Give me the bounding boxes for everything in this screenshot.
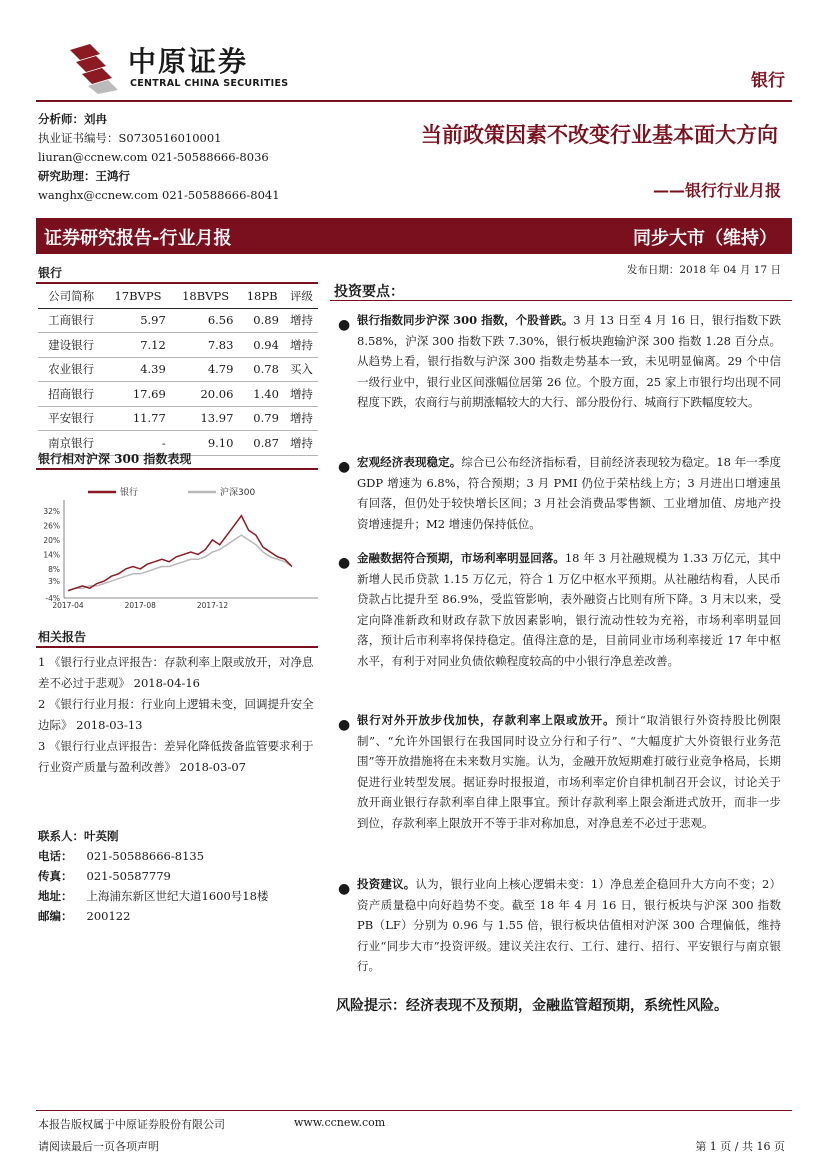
related-section-title: 相关报告 [38, 630, 87, 644]
assistant-contact: wanghx@ccnew.com 021-50588666-8041 [38, 188, 280, 202]
col-header: 17BVPS [114, 288, 162, 303]
point-lead: 银行指数同步沪深 300 指数，个股普跌。 [357, 313, 574, 327]
contact-address-row [38, 886, 268, 906]
chart-section-title: 银行相对沪深 300 指数表现 [38, 452, 192, 466]
related-report-item: 1 《银行行业点评报告：存款利率上限或放开，对净息差不必过于悲观》 2018-04-16 [38, 655, 314, 690]
summary-point [357, 548, 781, 672]
bullet-icon: ● [338, 317, 351, 333]
industry-tag: 银行 [751, 71, 785, 91]
cell: 0.79 [253, 411, 279, 426]
footer-website-link[interactable]: www.ccnew.com [294, 1116, 386, 1129]
cell: 17.69 [132, 386, 166, 401]
rating-label: 同步大市（维持） [633, 228, 777, 249]
footer-divider [36, 1110, 792, 1111]
cell: 0.94 [253, 337, 279, 352]
cell: 招商银行 [48, 386, 95, 401]
address-value: 上海浦东新区世纪大道1600号18楼 [86, 889, 269, 903]
legend-label: 银行 [120, 488, 139, 498]
logo-chinese-text: 中原证券 [128, 45, 249, 78]
contact-block [38, 826, 268, 926]
point-lead: 投资建议。 [357, 877, 416, 891]
page-number: 第 1 页 / 共 16 页 [695, 1140, 785, 1153]
zip-label: 邮编： [38, 909, 73, 923]
table-row [38, 308, 318, 333]
cell: 7.12 [140, 337, 166, 352]
related-report-item: 3 《银行行业点评报告：差异化降低拨备监管要求利于行业资产质量与盈利改善》 2018-03-07 [38, 739, 314, 774]
cell: 农业银行 [48, 362, 95, 377]
publish-date: 发布日期：2018 年 04 月 17 日 [626, 264, 781, 276]
chart-section-rule [36, 468, 318, 470]
x-tick-label: 2017-04 [52, 601, 84, 610]
point-lead: 银行对外开放步伐加快，存款利率上限或放开。 [357, 713, 616, 727]
footer-disclaimer: 请阅读最后一页各项声明 [38, 1140, 159, 1153]
cell: 工商银行 [48, 313, 95, 328]
valuation-section-title: 银行 [38, 266, 63, 280]
cell: 0.89 [253, 313, 279, 328]
cell: 6.56 [207, 313, 234, 328]
logo-english-text: CENTRAL CHINA SECURITIES [130, 78, 289, 89]
cell: - [161, 435, 166, 450]
x-tick-label: 2017-08 [124, 601, 156, 610]
related-section-rule [36, 646, 318, 648]
y-tick-label: 20% [43, 535, 60, 545]
contact-zip-row [38, 906, 268, 926]
y-tick-label: 26% [43, 521, 60, 531]
cell: 增持 [289, 386, 313, 401]
y-tick-label: 3% [48, 577, 60, 587]
cell: 7.83 [207, 337, 234, 352]
assistant-name: 研究助理：王鸿行 [38, 169, 130, 183]
point-text: 3 月 13 日至 4 月 16 日，银行指数下跌 8.58%，沪深 300 指数下跌 7.30%，银行板块跑输沪深 300 指数 1.28 百分点。从趋势上看，银行指数与沪深 300 指数走势基本一致，未见明显偏离。29 个中信一级行业中，银行业区间涨幅位居第 26 位。个股方面，25 家上市银行均出现不同程度下跌，农商行与前期涨幅较大的大行、部分股份行、城商行下跌幅度较大。 [357, 313, 781, 410]
cell: 20.06 [200, 386, 234, 401]
summary-point [357, 310, 781, 413]
risk-warning: 风险提示：经济表现不及预期，金融监管超预期，系统性风险。 [336, 998, 728, 1014]
contact-phone-row [38, 846, 268, 866]
bullet-icon: ● [338, 555, 351, 571]
contact-person: 联系人：叶英刚 [38, 829, 119, 843]
cell: 增持 [289, 337, 313, 352]
cell: 1.40 [253, 386, 279, 401]
header-divider [36, 100, 792, 102]
cell: 9.10 [207, 435, 234, 450]
performance-line-chart [38, 482, 320, 610]
cell: 4.79 [207, 362, 234, 377]
summary-rule [330, 300, 792, 301]
report-type-label: 证券研究报告-行业月报 [44, 228, 232, 249]
fax-value: 021-50587779 [86, 869, 171, 883]
zip-value: 200122 [86, 909, 131, 923]
point-text: 18 年 3 月社融规模为 1.33 万亿元，其中新增人民币贷款 1.15 万亿元，符合 1 万亿中枢水平预期。从社融结构看，人民币贷款占比提升至 86.9%，受监管影响，表外融资占比则有所下降。3 月末以来，受定向降准新政和财政存款下放因素影响，银行流动性较为充裕，市场利率明显回落，预计后市利率将保持稳定。值得注意的是，目前同业市场利率接近 17 年中枢水平，有利于对同业负债依赖程度较高的中小银行净息差改善。 [357, 551, 781, 668]
point-text: 认为，银行业向上核心逻辑未变：1）净息差企稳回升大方向不变；2）资产质量稳中向好趋势不变。截至 18 年 4 月 16 日，银行板块与沪深 300 指数 PB（LF）分别为 0.96 与 1.55 倍，银行板块估值相对沪深 300 合理偏低，维持行业“同步大市”投资评级。建议关注农行、工行、建行、招行、平安银行与南京银行。 [357, 877, 781, 974]
analyst-license: 执业证书编号：S0730516010001 [38, 131, 222, 145]
y-tick-label: -4% [45, 594, 60, 603]
table-row [38, 382, 318, 407]
point-lead: 金融数据符合预期，市场利率明显回落。 [357, 551, 565, 565]
col-header: 公司简称 [48, 288, 95, 303]
cell: 南京银行 [48, 435, 95, 450]
related-report-item: 2 《银行行业月报：行业向上逻辑未变，回调提升安全边际》 2018-03-13 [38, 697, 314, 732]
y-tick-label: 14% [43, 550, 60, 560]
point-text: 综合已公布经济指标看，目前经济表现较为稳定。18 年一季度 GDP 增速为 6.8%，符合预期；3 月 PMI 仍位于荣枯线上方；3 月进出口增速虽有回落，但仍处于较快增长区间；3 月社会消费品零售额、工业增加值、房地产投资增速提升；M2 增速仍保持低位。 [357, 455, 781, 531]
analyst-info [38, 110, 280, 205]
table-row [38, 357, 318, 382]
col-header: 评级 [289, 288, 313, 303]
summary-heading: 投资要点： [334, 284, 404, 300]
cell: 11.77 [132, 411, 166, 426]
cell: 4.39 [140, 362, 166, 377]
footer-copyright: 本报告版权属于中原证券股份有限公司 [38, 1118, 225, 1131]
cell: 增持 [289, 313, 313, 328]
col-header: 18BVPS [182, 288, 230, 303]
table-row [38, 333, 318, 358]
cell: 增持 [289, 411, 313, 426]
fax-label: 传真： [38, 869, 73, 883]
y-tick-label: 8% [48, 564, 60, 574]
cell: 0.87 [253, 435, 279, 450]
cell: 13.97 [200, 411, 234, 426]
phone-label: 电话： [38, 849, 73, 863]
table-row [38, 406, 318, 431]
bullet-icon: ● [338, 717, 351, 733]
summary-point [357, 452, 781, 534]
analyst-name: 分析师：刘冉 [38, 112, 107, 126]
cell: 平安银行 [48, 411, 95, 426]
point-lead: 宏观经济表现稳定。 [357, 455, 462, 469]
bullet-icon: ● [338, 459, 351, 475]
bullet-icon: ● [338, 881, 351, 897]
table-header-row [38, 284, 318, 308]
cell: 建设银行 [48, 337, 95, 352]
y-tick-label: 32% [43, 506, 60, 516]
series-line-银行 [68, 516, 292, 591]
summary-point [357, 710, 781, 834]
contact-fax-row [38, 866, 268, 886]
x-tick-label: 2017-12 [196, 601, 229, 610]
analyst-contact: liuran@ccnew.com 021-50588666-8036 [38, 150, 269, 164]
valuation-table [38, 284, 318, 456]
summary-point [357, 874, 781, 977]
legend-label: 沪深300 [220, 488, 256, 498]
point-text: 预计“取消银行外资持股比例限制”、“允许外国银行在我国同时设立分行和子行”、“大幅度扩大外资银行业务范围”等开放措施将在未来数月实施。认为，金融开放短期难打破行业竞争格局，长期促进行业转型发展。据证券时报报道，市场利率定价自律机制召开会议，讨论关于放开商业银行存款利率自律上限事宜。预计存款利率上限会渐进式放开，而非一步到位，存款利率上限放开不等于非对称加息，对净息差不必过于悲观。 [357, 713, 781, 830]
cell: 增持 [289, 435, 313, 450]
report-title: 当前政策因素不改变行业基本面大方向 [421, 123, 778, 147]
cell: 买入 [289, 362, 313, 377]
cell: 5.97 [140, 313, 166, 328]
phone-value: 021-50588666-8135 [86, 849, 205, 863]
report-subtitle: ——银行行业月报 [652, 181, 781, 200]
cell: 0.78 [253, 362, 279, 377]
address-label: 地址： [38, 889, 73, 903]
col-header: 18PB [246, 288, 278, 303]
company-logo-icon [66, 40, 122, 96]
